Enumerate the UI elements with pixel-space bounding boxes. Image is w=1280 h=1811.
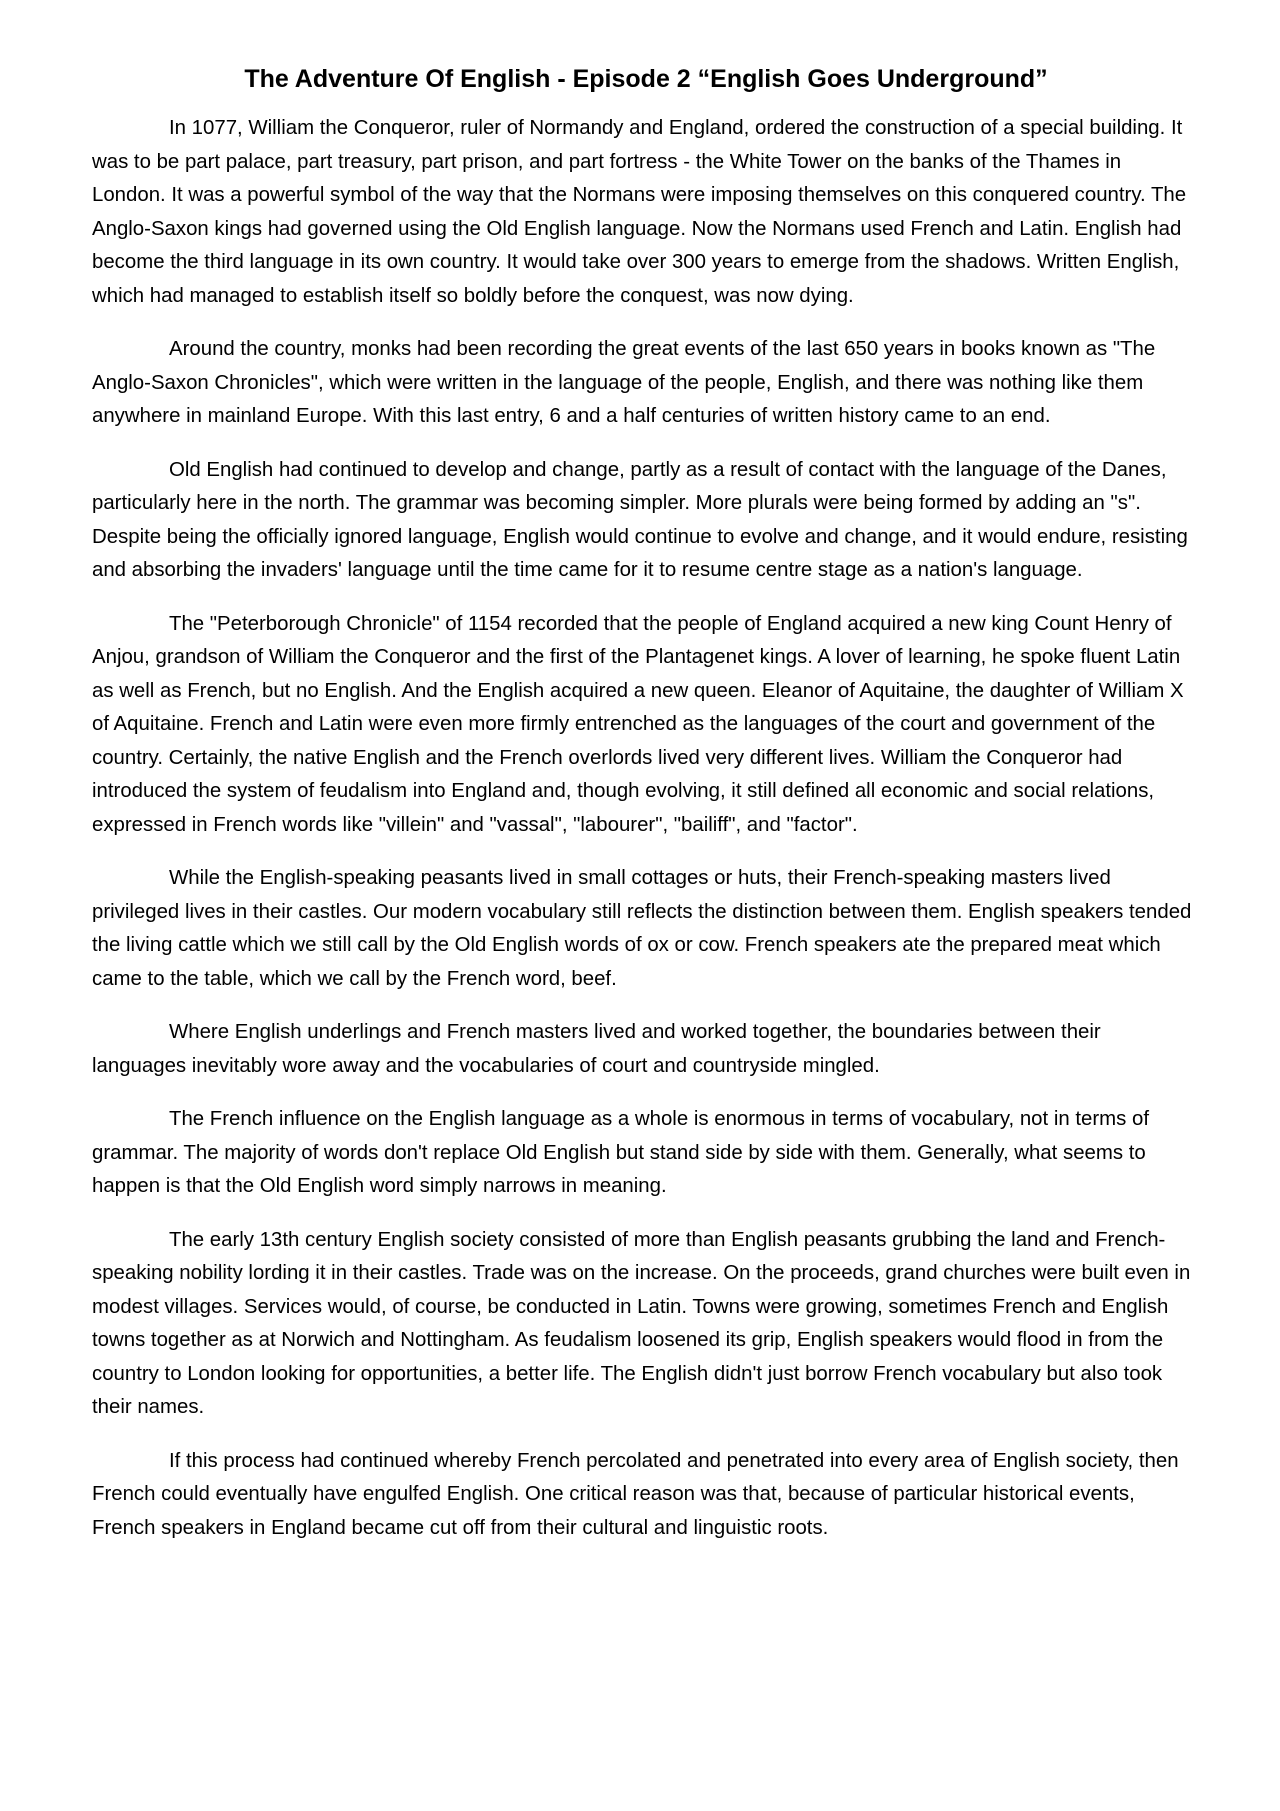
paragraph-2: Around the country, monks had been recording the great events of the last 650 years in books known as "The Anglo-Saxon Chronicles", which were written in the language of the people, English, and there was nothing like them anywhere in mainland Europe. With this last entry, 6 and a half centuries of written history came to an end. [92,338,1156,427]
document-page [92,62,1200,1565]
document-title: The Adventure Of English - Episode 2 “English Goes Underground” [244,65,1048,93]
paragraph-3: Old English had continued to develop and change, partly as a result of contact with the language of the Danes, particularly here in the north. The grammar was becoming simpler. More plurals were being formed by adding an "s". Despite being the officially ignored language, English would continue to evolve and change, and it would endure, resisting and absorbing the invaders' language until the time came for it to resume centre stage as a nation's language. [92,458,1188,581]
paragraph-9: If this process had continued whereby French percolated and penetrated into every area of English society, then French could eventually have engulfed English. One critical reason was that, because of particular historical events, French speakers in England became cut off from their cultural and linguistic roots. [92,1449,1179,1539]
paragraph-6: Where English underlings and French masters lived and worked together, the boundaries between their languages inevitably wore away and the vocabularies of court and countryside mingled. [92,1021,1101,1077]
paragraph-7: The French influence on the English language as a whole is enormous in terms of vocabulary, not in terms of grammar. The majority of words don't replace Old English but stand side by side with them. Generally, what seems to happen is that the Old English word simply narrows in meaning. [92,1108,1150,1197]
paragraph-4: The "Peterborough Chronicle" of 1154 recorded that the people of England acquired a new king Count Henry of Anjou, grandson of William the Conqueror and the first of the Plantagenet kings. A lover of learning, he spoke fluent Latin as well as French, but no English. And the English acquired a new queen. Eleanor of Aquitaine, the daughter of William X of Aquitaine. French and Latin were even more firmly entrenched as the languages of the court and government of the country. Certainly, the native English and the French overlords lived very different lives. William the Conqueror had introduced the system of feudalism into England and, though evolving, it still defined all economic and social relations, expressed in French words like "villein" and "vassal", "labourer", "bailiff", and "factor". [92,612,1184,836]
paragraph-1: In 1077, William the Conqueror, ruler of Normandy and England, ordered the construction of a special building. It was to be part palace, part treasury, part prison, and part fortress - the White Tower on the banks of the Thames in London. It was a powerful symbol of the way that the Normans were imposing themselves on this conquered country. The Anglo-Saxon kings had governed using the Old English language. Now the Normans used French and Latin. English had become the third language in its own country. It would take over 300 years to emerge from the shadows. Written English, which had managed to establish itself so boldly before the conquest, was now dying. [92,117,1187,307]
paragraph-8: The early 13th century English society consisted of more than English peasants grubbing the land and French-speaking nobility lording it in their castles. Trade was on the increase. On the proceeds, grand churches were built even in modest villages. Services would, of course, be conducted in Latin. Towns were growing, sometimes French and English towns together as at Norwich and Nottingham. As feudalism loosened its grip, English speakers would flood in from the country to London looking for opportunities, a better life. The English didn't just borrow French vocabulary but also took their names. [92,1228,1191,1418]
paragraph-5: While the English-speaking peasants lived in small cottages or huts, their French-speaking masters lived privileged lives in their castles. Our modern vocabulary still reflects the distinction between them. English speakers tended the living cattle which we still call by the Old English words of ox or cow. French speakers ate the prepared meat which came to the table, which we call by the French word, beef. [92,867,1192,990]
